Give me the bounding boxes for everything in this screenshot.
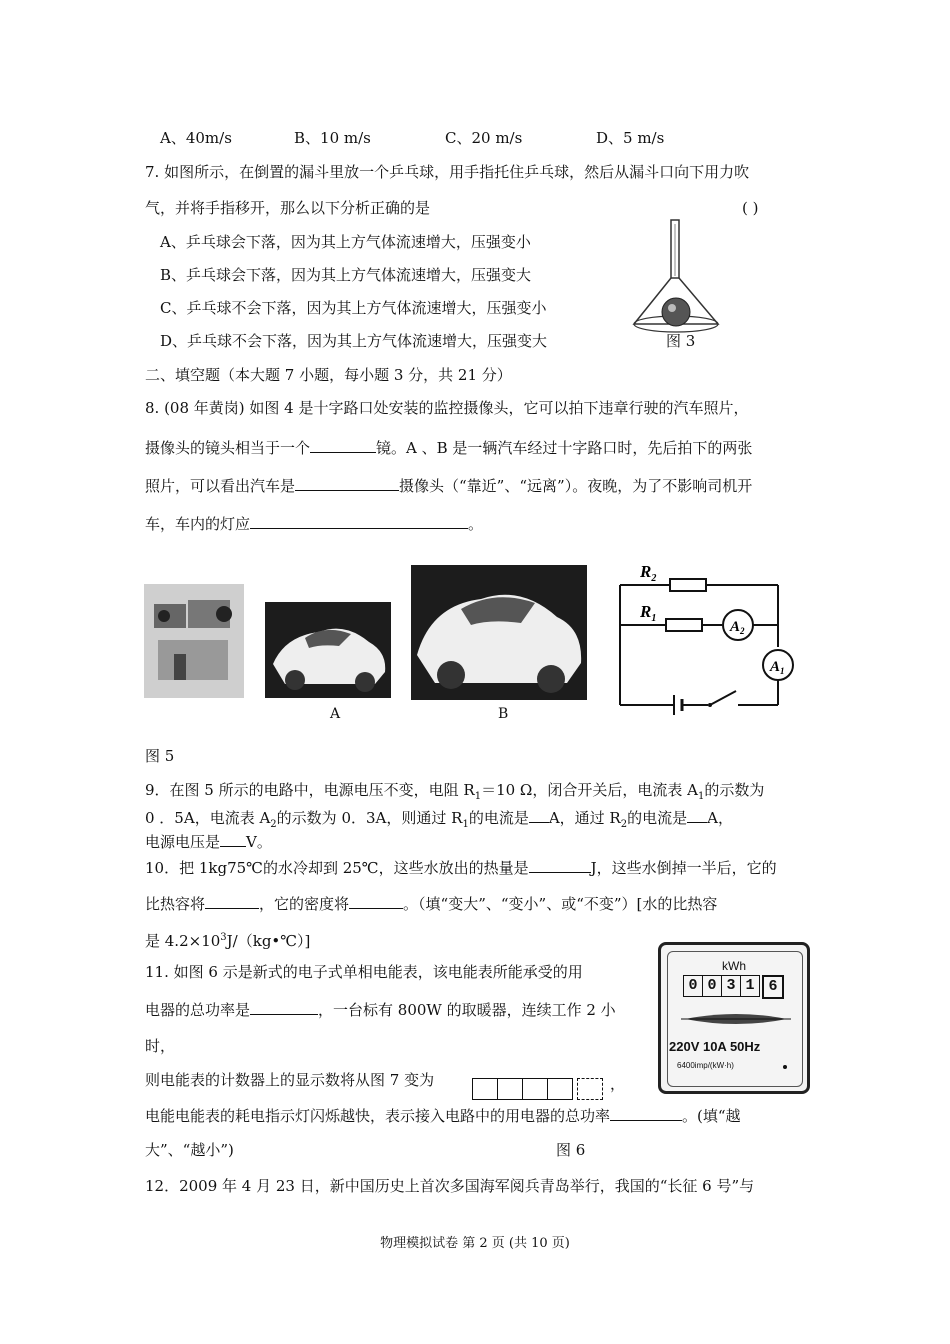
q11-line2: 电器的总功率是 ，一台标有 800W 的取暖器，连续工作 2 小 bbox=[145, 998, 616, 1020]
blank-lens[interactable] bbox=[310, 436, 376, 453]
q8-line4: 车，车内的灯应 。 bbox=[145, 512, 483, 534]
switch bbox=[710, 691, 736, 705]
q8-line1: 8. (08 年黄岗) 如图 4 是十字路口处安装的监控摄像头，它可以拍下违章行驶的汽车照片， bbox=[145, 399, 749, 417]
answer-paren: ( ) bbox=[742, 199, 759, 217]
q7-option-c: C、乒乓球不会下落，因为其上方气体流速增大，压强变小 bbox=[160, 299, 547, 317]
blank-power-trend[interactable] bbox=[610, 1104, 682, 1121]
option-c: C、20 m/s bbox=[445, 129, 523, 147]
electric-meter bbox=[658, 942, 810, 1094]
q9-line1: 9．在图 5 所示的电路中，电源电压不变，电阻 $R_1=10$ Ω，闭合开关后，电流表 $A_1$的示数为 bbox=[145, 781, 765, 802]
q10-line2: 比热容将 ，它的密度将 。（填“变大”、“变小”、或“不变”）[水的比热容 bbox=[145, 892, 717, 914]
q7-option-d: D、乒乓球不会下落，因为其上方气体流速增大，压强变大 bbox=[160, 332, 548, 350]
q9-line2: 0 ．5A，电流表 $A_2$的示数为 0．3A，则通过 $R_1$的电流是 A，通过 $R_2$的电流是 A， bbox=[145, 806, 733, 835]
meter-unit: kWh bbox=[722, 959, 746, 973]
blank-i2[interactable] bbox=[687, 806, 707, 823]
q9-line3: 电源电压是 V。 bbox=[145, 830, 272, 852]
photo-label-a: A bbox=[330, 706, 341, 722]
blank-i1[interactable] bbox=[529, 806, 549, 823]
figure-5-label: 图 5 bbox=[145, 747, 175, 765]
camera-photo bbox=[144, 584, 244, 698]
q7-option-b: B、乒乓球会下落，因为其上方气体流速增大，压强变大 bbox=[160, 266, 532, 284]
q10-line3: 是 $4.2\times 10^3J/(kg•℃)$] bbox=[145, 932, 311, 950]
resistor-r2 bbox=[670, 579, 706, 591]
q12-line1: 12．2009 年 4 月 23 日，新中国历史上首次多国海军阅兵青岛举行，我国的“长征 6 号”与 bbox=[145, 1177, 755, 1195]
answer-digit-boxes[interactable] bbox=[472, 1078, 604, 1100]
blank-density[interactable] bbox=[349, 892, 403, 909]
resistor-r1 bbox=[666, 619, 702, 631]
meter-constant: 6400imp/(kW·h) bbox=[677, 1061, 734, 1070]
label-r1: $R_1$ bbox=[640, 602, 657, 624]
q8-line2: 摄像头的镜头相当于一个 镜。A 、B 是一辆汽车经过十字路口时，先后拍下的两张 bbox=[145, 436, 752, 458]
ping-pong-ball bbox=[662, 298, 690, 326]
q11-line4: 则电能表的计数器上的显示数将从图 7 变为 bbox=[145, 1071, 435, 1089]
blank-heat[interactable] bbox=[529, 856, 591, 873]
figure-3-label: 图 3 bbox=[666, 332, 696, 350]
figure-6-label: 图 6 bbox=[556, 1141, 586, 1159]
q7-stem-line1: 7. 如图所示，在倒置的漏斗里放一个乒乓球，用手指托住乒乓球，然后从漏斗口向下用力吹 bbox=[145, 163, 750, 181]
q8-line3: 照片，可以看出汽车是 摄像头（“靠近”、“远离”）。夜晚，为了不影响司机开 bbox=[145, 474, 752, 496]
meter-disc-icon bbox=[681, 1009, 791, 1029]
blank-max-power[interactable] bbox=[250, 998, 318, 1015]
car-photo-a bbox=[265, 602, 391, 698]
blank-light[interactable] bbox=[250, 512, 468, 529]
section-heading: 二、填空题（本大题 7 小题，每小题 3 分，共 21 分） bbox=[145, 366, 512, 384]
photo-label-b: B bbox=[498, 706, 509, 722]
option-d: D、5 m/s bbox=[596, 129, 665, 147]
q11-line4-comma: ， bbox=[610, 1075, 626, 1093]
blank-direction[interactable] bbox=[295, 474, 399, 491]
q11-line1: 11. 如图 6 示是新式的电子式单相电能表，该电能表所能承受的用 bbox=[145, 963, 583, 981]
funnel-figure bbox=[626, 216, 726, 342]
blank-voltage[interactable] bbox=[220, 830, 246, 847]
q11-line3: 时， bbox=[145, 1037, 176, 1055]
q10-line1: 10．把 1kg75℃的水冷却到 25℃，这些水放出的热量是 J，这些水倒掉一半后，它的 bbox=[145, 856, 777, 878]
circuit-diagram bbox=[610, 555, 810, 715]
option-a: A、40m/s bbox=[160, 129, 232, 147]
blank-specific-heat[interactable] bbox=[205, 892, 259, 909]
meter-rating: 220V 10A 50Hz bbox=[669, 1039, 761, 1054]
option-b: B、10 m/s bbox=[294, 129, 371, 147]
q7-option-a: A、乒乓球会下落，因为其上方气体流速增大，压强变小 bbox=[160, 233, 531, 251]
q11-line6: 大”、“越小”) bbox=[145, 1141, 234, 1159]
meter-indicator-light bbox=[783, 1065, 787, 1069]
meter-counter: 0 0 3 1 6 bbox=[683, 975, 784, 999]
label-r2: $R_2$ bbox=[640, 562, 657, 584]
label-a2: $A_2$ bbox=[730, 619, 745, 636]
car-photo-b bbox=[411, 565, 587, 700]
q7-stem-line2: 气，并将手指移开，那么以下分析正确的是 bbox=[145, 199, 431, 217]
q11-line5: 电能电能表的耗电指示灯闪烁越快，表示接入电路中的用电器的总功率 。(填“越 bbox=[145, 1104, 741, 1126]
page-footer: 物理模拟试卷 第 2 页 (共 10 页) bbox=[380, 1236, 570, 1251]
label-a1: $A_1$ bbox=[770, 659, 785, 676]
